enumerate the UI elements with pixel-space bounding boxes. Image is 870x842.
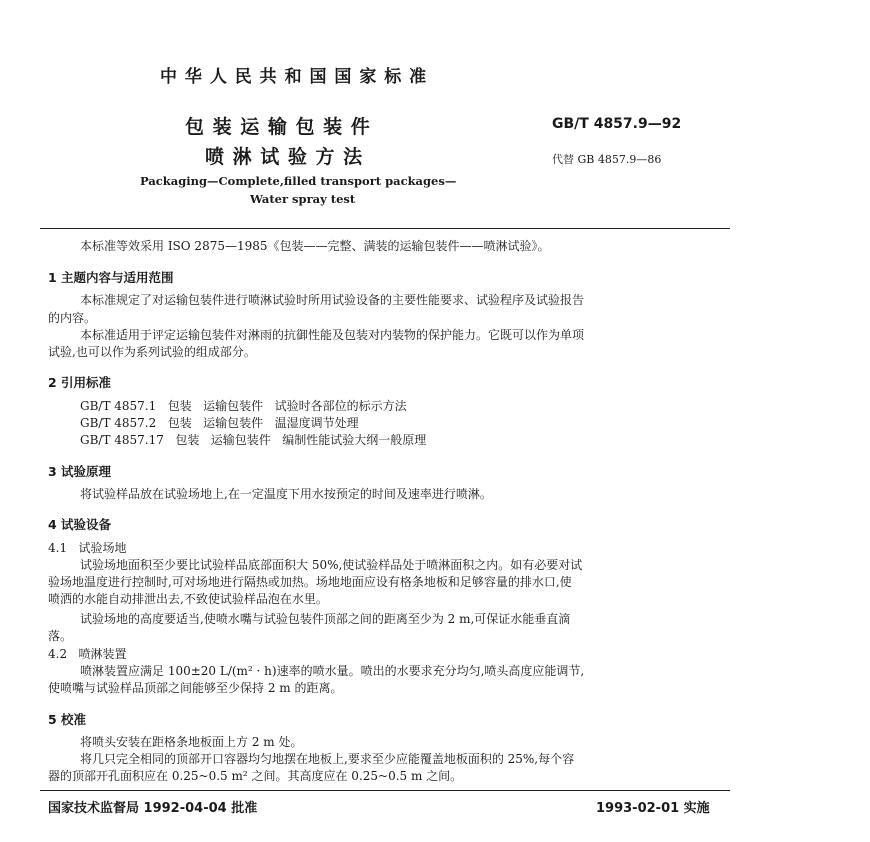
section-2-title: 2 引用标准	[48, 375, 112, 390]
approval-authority-date: 国家技术监督局 1992-04-04 批准	[48, 801, 258, 816]
footer-divider	[40, 790, 730, 791]
section-5-paragraph-1: 将喷头安装在距格条地板面上方 2 m 处。	[80, 735, 303, 749]
effective-date: 1993-02-01 实施	[596, 801, 710, 816]
section-1-paragraph-1-line-1: 本标准规定了对运输包装件进行喷淋试验时所用试验设备的主要性能要求、试验程序及试验报告	[80, 293, 585, 307]
standard-code: GB/T 4857.9—92	[552, 116, 682, 132]
country-standard-heading: 中 华 人 民 共 和 国 国 家 标 准	[160, 67, 428, 87]
section-4-title: 4 试验设备	[48, 517, 112, 532]
section-1-paragraph-1-line-2: 的内容。	[48, 311, 97, 325]
reference-standard-item: GB/T 4857.17 包装 运输包装件 编制性能试验大纲一般原理	[80, 433, 427, 447]
section-4-2-title: 4.2 喷淋装置	[48, 647, 127, 661]
section-5-title: 5 校准	[48, 712, 87, 727]
replaces-standard: 代替 GB 4857.9—86	[552, 153, 662, 166]
standard-title-line1: 包 装 运 输 包 装 件	[185, 116, 371, 138]
section-5-paragraph-2-line-2: 器的顶部开孔面积应在 0.25~0.5 m² 之间。其高度应在 0.25~0.5 m 之间。	[48, 769, 463, 783]
section-4-1-paragraph-2-line-2: 落。	[48, 629, 73, 643]
section-3-title: 3 试验原理	[48, 464, 112, 479]
section-4-1-paragraph-1-line-2: 验场地温度进行控制时,可对场地进行隔热或加热。场地地面应设有格条地板和足够容量的排水口,使	[48, 575, 572, 589]
section-1-title: 1 主题内容与适用范围	[48, 270, 174, 285]
section-4-1-paragraph-1-line-3: 喷洒的水能自动排泄出去,不致使试验样品泡在水里。	[48, 592, 328, 606]
english-title-line1: Packaging—Complete,filled transport packages—	[140, 174, 457, 188]
reference-standard-item: GB/T 4857.2 包装 运输包装件 温湿度调节处理	[80, 416, 359, 430]
intro-paragraph: 本标准等效采用 ISO 2875—1985《包装——完整、满装的运输包装件——喷淋试验》。	[80, 239, 550, 253]
section-4-1-paragraph-2-line-1: 试验场地的高度要适当,使喷水嘴与试验包装件顶部之间的距离至少为 2 m,可保证水能垂直滴	[80, 612, 571, 626]
english-title-line2: Water spray test	[250, 192, 356, 206]
standard-title-line2: 喷 淋 试 验 方 法	[205, 146, 364, 168]
header-divider	[40, 228, 730, 229]
section-1-paragraph-2-line-2: 试验,也可以作为系列试验的组成部分。	[48, 345, 256, 359]
section-1-paragraph-2-line-1: 本标准适用于评定运输包装件对淋雨的抗御性能及包装对内装物的保护能力。它既可以作为单项	[80, 328, 585, 342]
section-4-2-paragraph-line-2: 使喷嘴与试验样品顶部之间能够至少保持 2 m 的距离。	[48, 681, 343, 695]
reference-standard-item: GB/T 4857.1 包装 运输包装件 试验时各部位的标示方法	[80, 399, 407, 413]
section-3-paragraph: 将试验样品放在试验场地上,在一定温度下用水按预定的时间及速率进行喷淋。	[80, 487, 492, 501]
section-4-1-title: 4.1 试验场地	[48, 541, 127, 555]
section-5-paragraph-2-line-1: 将几只完全相同的顶部开口容器均匀地摆在地板上,要求至少应能覆盖地板面积的 25%,每个容	[80, 752, 575, 766]
section-4-1-paragraph-1-line-1: 试验场地面积至少要比试验样品底部面积大 50%,使试验样品处于喷淋面积之内。如有必要对试	[80, 558, 583, 572]
section-4-2-paragraph-line-1: 喷淋装置应满足 100±20 L/(m² · h)速率的喷水量。喷出的水要求充分均匀,喷头高度应能调节,	[80, 664, 585, 678]
